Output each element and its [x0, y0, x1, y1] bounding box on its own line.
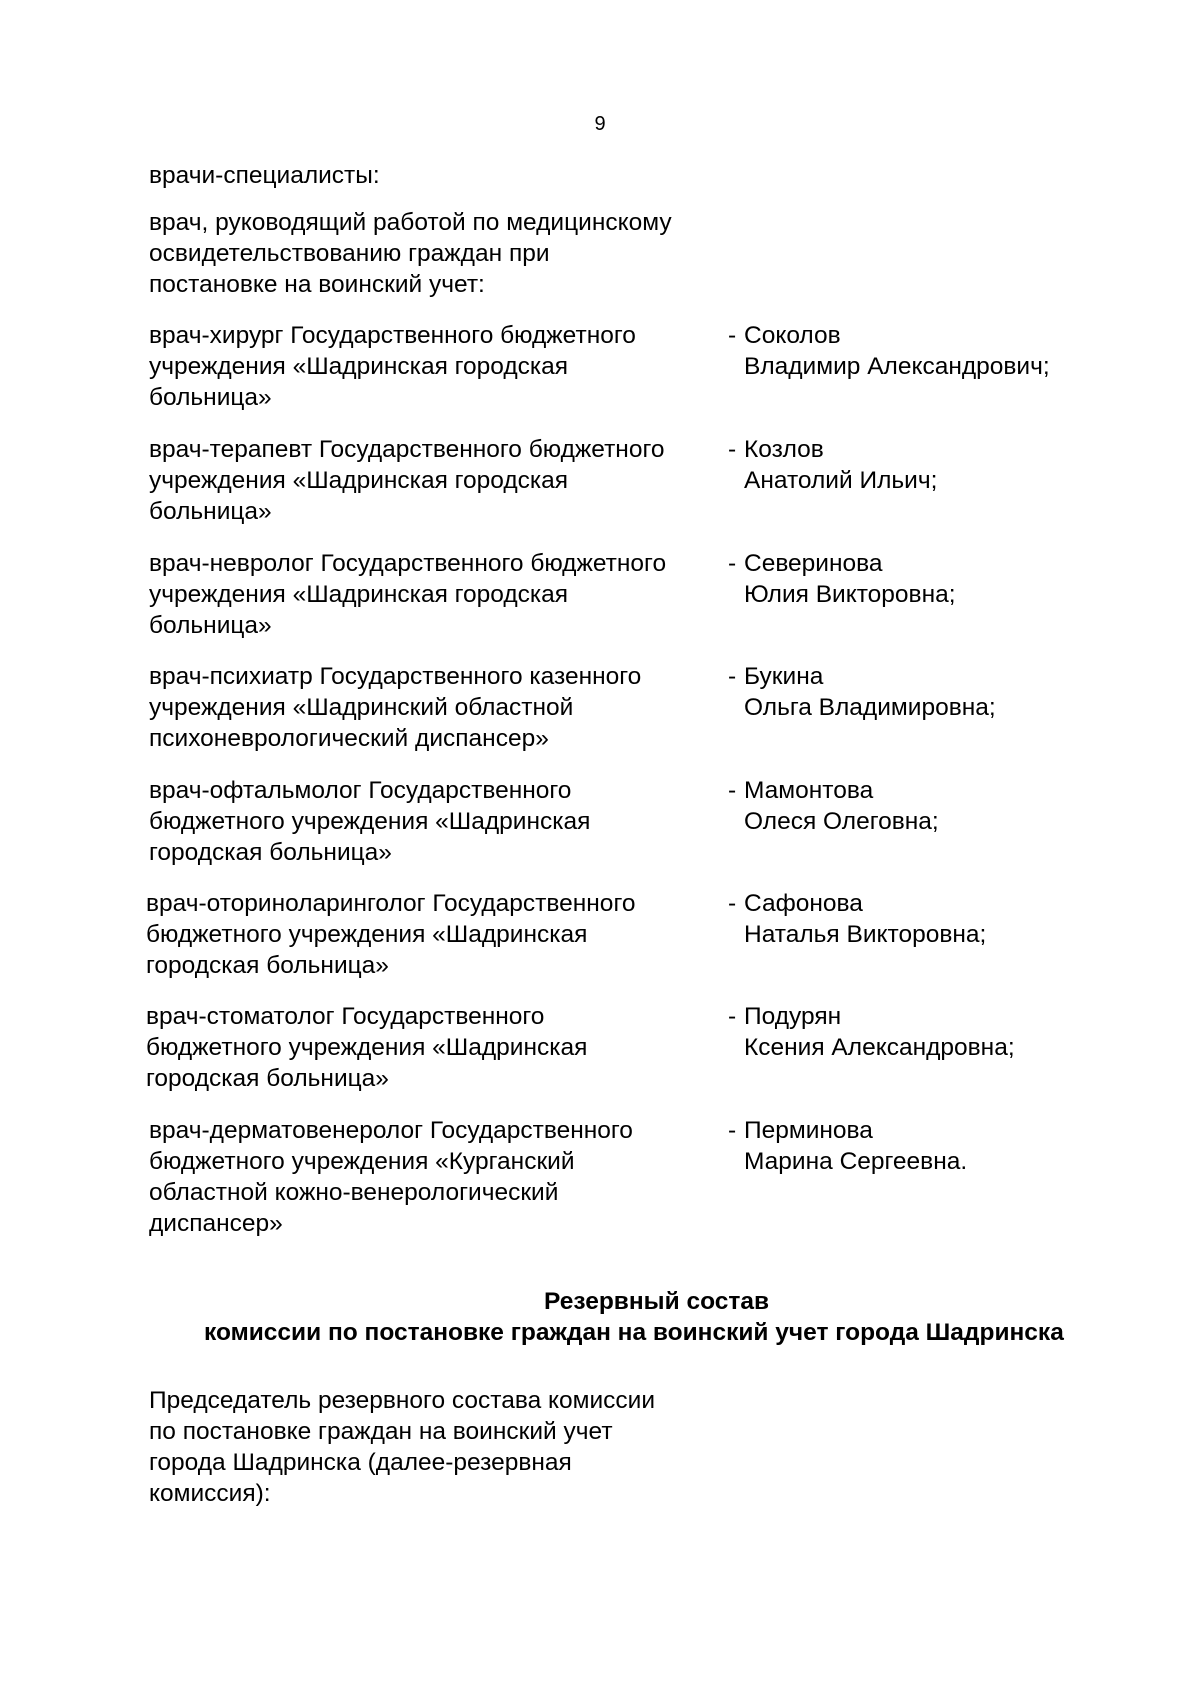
- text-line: бюджетного учреждения «Шадринская: [146, 1034, 588, 1061]
- given-name: Ксения Александровна;: [744, 1034, 1015, 1061]
- text-line: учреждения «Шадринский областной: [149, 694, 574, 721]
- specialist-row-dentist: [0, 1001, 1200, 1101]
- text-line: бюджетного учреждения «Шадринская: [149, 808, 591, 835]
- text-line: бюджетного учреждения «Курганский: [149, 1148, 575, 1175]
- text-line: освидетельствованию граждан при: [149, 240, 550, 267]
- given-name: Наталья Викторовна;: [744, 921, 987, 948]
- surname: Букина: [744, 663, 824, 690]
- position-text: [149, 775, 709, 868]
- position-text: [149, 661, 709, 754]
- text-line: Председатель резервного состава комиссии: [149, 1387, 656, 1414]
- position-text: [149, 548, 709, 641]
- text-line: городская больница»: [149, 839, 392, 866]
- intro-lead-doctor: [149, 207, 749, 300]
- text-line: врач, руководящий работой по медицинскому: [149, 209, 672, 236]
- specialist-row-otolaryngologist: [0, 888, 1200, 988]
- position-text: [149, 1115, 709, 1239]
- person-name: [728, 661, 996, 723]
- specialist-row-ophthalmologist: [0, 775, 1200, 875]
- position-text: [149, 434, 709, 527]
- person-name: [728, 548, 956, 610]
- specialist-row-dermatovenerologist: [0, 1115, 1200, 1245]
- text-line: областной кожно-венерологический: [149, 1179, 559, 1206]
- text-line: бюджетного учреждения «Шадринская: [146, 921, 588, 948]
- dash: -: [728, 322, 737, 349]
- given-name: Владимир Александрович;: [744, 353, 1050, 380]
- text-line: городская больница»: [146, 952, 389, 979]
- text-line: врач-оториноларинголог Государственного: [146, 890, 636, 917]
- text-line: врач-дерматовенеролог Государственного: [149, 1117, 633, 1144]
- person-name: [728, 434, 937, 496]
- text-line: больница»: [149, 498, 272, 525]
- reserve-heading-line-2: комиссии по постановке граждан на воинский учет города Шадринска: [204, 1319, 1064, 1346]
- dash: -: [728, 1117, 737, 1144]
- page-number: 9: [594, 113, 606, 135]
- text-line: города Шадринска (далее-резервная: [149, 1449, 572, 1476]
- person-name: [728, 1001, 1015, 1063]
- surname: Перминова: [744, 1117, 873, 1144]
- text-line: врач-стоматолог Государственного: [146, 1003, 545, 1030]
- position-text: [149, 320, 709, 413]
- specialist-row-surgeon: [0, 320, 1200, 420]
- text-line: учреждения «Шадринская городская: [149, 581, 569, 608]
- text-line: врач-терапевт Государственного бюджетного: [149, 436, 665, 463]
- text-line: врачи-специалисты:: [149, 162, 380, 189]
- reserve-heading-line-1: Резервный состав: [544, 1288, 770, 1315]
- surname: Козлов: [744, 436, 824, 463]
- specialist-row-neurologist: [0, 548, 1200, 648]
- surname: Соколов: [744, 322, 841, 349]
- text-line: учреждения «Шадринская городская: [149, 467, 569, 494]
- specialist-row-psychiatrist: [0, 661, 1200, 761]
- person-name: [728, 775, 939, 837]
- person-name: [728, 320, 1050, 382]
- text-line: постановке на воинский учет:: [149, 271, 485, 298]
- text-line: психоневрологический диспансер»: [149, 725, 549, 752]
- given-name: Юлия Викторовна;: [744, 581, 956, 608]
- surname: Подурян: [744, 1003, 842, 1030]
- dash: -: [728, 663, 737, 690]
- text-line: диспансер»: [149, 1210, 283, 1237]
- surname: Сафонова: [744, 890, 863, 917]
- dash: -: [728, 550, 737, 577]
- text-line: больница»: [149, 384, 272, 411]
- text-line: по постановке граждан на воинский учет: [149, 1418, 613, 1445]
- given-name: Марина Сергеевна.: [744, 1148, 968, 1175]
- reserve-chairman-text: [149, 1385, 749, 1509]
- text-line: учреждения «Шадринская городская: [149, 353, 569, 380]
- text-line: комиссия):: [149, 1480, 271, 1507]
- person-name: [728, 1115, 967, 1177]
- dash: -: [728, 1003, 737, 1030]
- text-line: больница»: [149, 612, 272, 639]
- given-name: Анатолий Ильич;: [744, 467, 938, 494]
- intro-specialists-heading: [149, 160, 749, 191]
- text-line: городская больница»: [146, 1065, 389, 1092]
- position-text: [146, 888, 706, 981]
- text-line: врач-хирург Государственного бюджетного: [149, 322, 636, 349]
- given-name: Олеся Олеговна;: [744, 808, 939, 835]
- dash: -: [728, 890, 737, 917]
- specialist-row-therapist: [0, 434, 1200, 534]
- text-line: врач-офтальмолог Государственного: [149, 777, 572, 804]
- person-name: [728, 888, 986, 950]
- surname: Северинова: [744, 550, 883, 577]
- given-name: Ольга Владимировна;: [744, 694, 996, 721]
- surname: Мамонтова: [744, 777, 874, 804]
- dash: -: [728, 777, 737, 804]
- position-text: [146, 1001, 706, 1094]
- text-line: врач-невролог Государственного бюджетного: [149, 550, 667, 577]
- reserve-section-heading: [0, 1286, 1200, 1356]
- dash: -: [728, 436, 737, 463]
- text-line: врач-психиатр Государственного казенного: [149, 663, 642, 690]
